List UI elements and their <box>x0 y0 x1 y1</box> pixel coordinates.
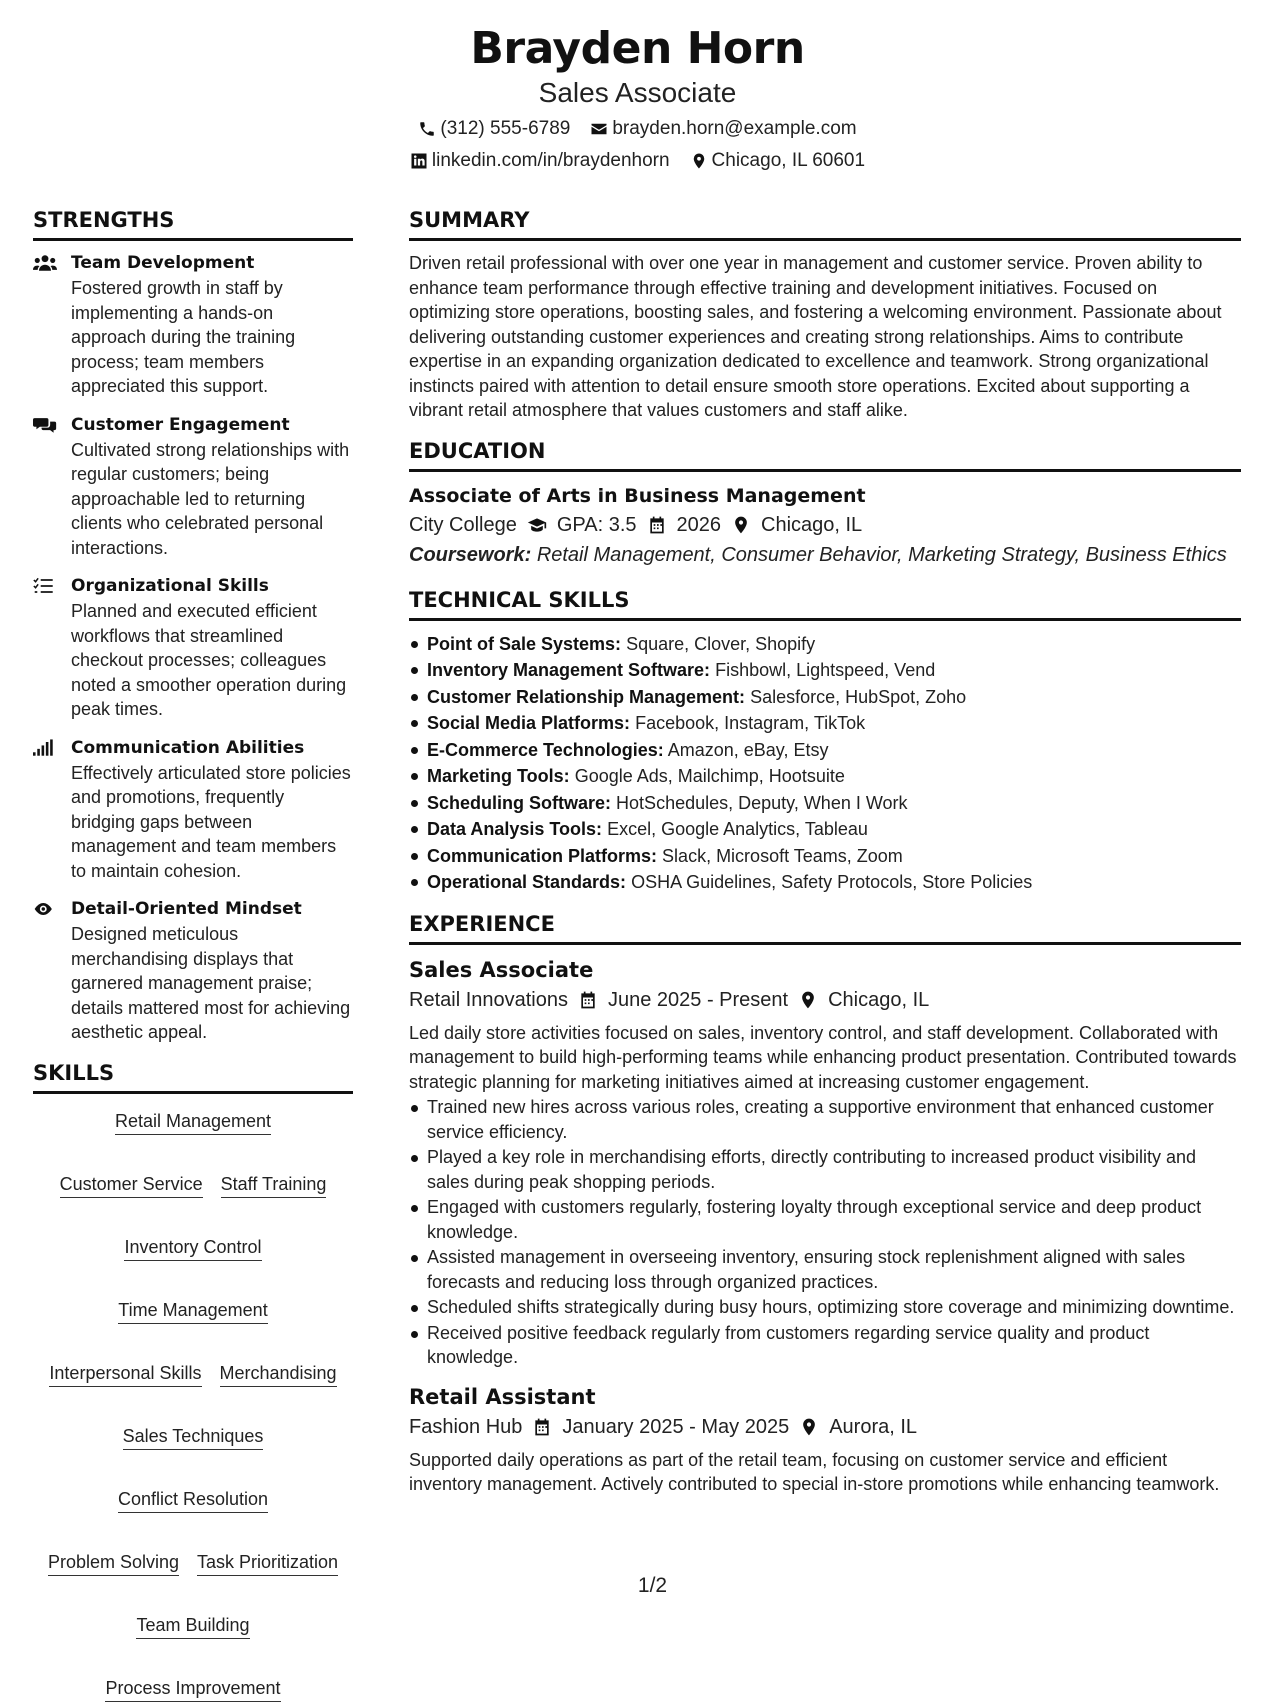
phone-icon <box>418 120 436 138</box>
education-meta <box>409 510 1241 540</box>
list-item: Scheduled shifts strategically during busy hours, optimizing store coverage and minimizing downtime. <box>409 1295 1241 1320</box>
skill-tag: Retail Management <box>115 1110 271 1135</box>
location-contact <box>690 149 866 173</box>
degree-title: Associate of Arts in Business Management <box>409 484 866 507</box>
skill-values: Slack, Microsoft Teams, Zoom <box>662 845 903 866</box>
map-pin-icon <box>731 515 751 535</box>
skill-values: Fishbowl, Lightspeed, Vend <box>715 660 936 680</box>
candidate-name: Brayden Horn <box>470 23 805 74</box>
contact-row-2 <box>0 149 1275 173</box>
resume-header <box>0 22 1275 173</box>
job-dates: January 2025 - May 2025 <box>562 1415 790 1438</box>
skills-heading: SKILLS <box>33 1059 353 1094</box>
skill-values: Amazon, eBay, Etsy <box>667 739 829 760</box>
list-item: Played a key role in merchandising efforts, directly contributing to increased product visibility and sales during peak shopping periods. <box>409 1145 1241 1194</box>
strength-item <box>33 251 353 399</box>
list-item <box>409 737 1241 764</box>
coursework-text: Retail Management, Consumer Behavior, Marketing Strategy, Business Ethics <box>536 543 1227 566</box>
company-name: Fashion Hub <box>409 1415 523 1438</box>
skill-category: Data Analysis Tools: <box>427 819 603 839</box>
skill-category: Operational Standards: <box>427 872 627 892</box>
strength-desc: Effectively articulated store policies and promotions, frequently bridging gaps between management and team members to maintain cohesion. <box>71 762 351 881</box>
job-description: Supported daily operations as part of the retail team, focusing on customer service and efficient inventory management. Actively contributed to special in-store promotions while enhancing teamwork. <box>409 1449 1220 1494</box>
skills-list <box>33 1104 353 1702</box>
skill-tag: Conflict Resolution <box>118 1488 268 1513</box>
strength-item <box>33 574 353 722</box>
comments-icon <box>33 415 57 435</box>
strength-title: Communication Abilities <box>71 737 305 758</box>
list-item <box>409 763 1241 790</box>
graduation-cap-icon <box>527 515 547 535</box>
strength-desc: Fostered growth in staff by implementing a hands-on approach during the training process; team members appreciated this support. <box>71 278 296 396</box>
skill-tag: Staff Training <box>221 1173 327 1198</box>
job-bullets <box>409 1095 1241 1370</box>
list-item <box>409 657 1241 684</box>
skill-category: Scheduling Software: <box>427 792 612 813</box>
skill-tag: Process Improvement <box>105 1677 280 1702</box>
experience-heading: EXPERIENCE <box>409 910 1241 945</box>
list-item <box>409 790 1241 817</box>
graduation-year: 2026 <box>676 513 721 536</box>
users-icon <box>33 253 57 273</box>
calendar-icon <box>647 515 667 535</box>
skill-category: Social Media Platforms: <box>427 713 631 733</box>
company-name: Retail Innovations <box>409 988 568 1011</box>
skill-tag: Time Management <box>118 1299 267 1324</box>
page-number <box>0 1574 1275 1598</box>
eye-icon <box>33 899 57 919</box>
skill-category: Communication Platforms: <box>427 845 658 866</box>
strength-item <box>33 413 353 561</box>
skill-tag: Interpersonal Skills <box>49 1362 201 1387</box>
list-item <box>409 843 1241 870</box>
page-number-text: 1/2 <box>637 1574 668 1597</box>
calendar-icon <box>578 990 598 1010</box>
right-column <box>409 206 1241 1497</box>
job-description: Led daily store activities focused on sales, inventory control, and staff development. Collaborated with management to build high-performing teams while enhancing product presentation. Contributed towards strategic planning for marketing initiatives aimed at increasing customer engagement. <box>409 1022 1237 1092</box>
calendar-icon <box>532 1417 552 1437</box>
strength-title: Team Development <box>71 253 255 273</box>
job-entry <box>409 955 1241 1370</box>
skill-tag: Team Building <box>136 1614 249 1639</box>
list-item <box>409 710 1241 737</box>
list-item: Assisted management in overseeing inventory, ensuring stock replenishment aligned with sales forecasts and reducing loss through organized practices. <box>409 1245 1241 1294</box>
skill-category: E-Commerce Technologies: <box>427 739 664 760</box>
candidate-title: Sales Associate <box>538 77 737 108</box>
list-check-icon <box>33 576 57 596</box>
education-location: Chicago, IL <box>761 513 863 536</box>
skill-values: Square, Clover, Shopify <box>626 633 816 654</box>
strength-item <box>33 736 353 884</box>
skill-tag: Inventory Control <box>124 1236 261 1261</box>
job-title: Sales Associate <box>409 957 594 982</box>
list-item <box>409 869 1241 896</box>
job-meta <box>409 985 1241 1015</box>
skill-category: Inventory Management Software: <box>427 660 711 680</box>
strength-desc: Designed meticulous merchandising displays that garnered management praise; details mattered most for achieving aesthetic appeal. <box>71 924 351 1042</box>
skill-values: Google Ads, Mailchimp, Hootsuite <box>574 766 845 786</box>
contact-row-1 <box>0 117 1275 141</box>
skill-category: Marketing Tools: <box>427 766 570 786</box>
job-meta <box>409 1412 1241 1442</box>
job-title: Retail Assistant <box>409 1384 596 1409</box>
strength-desc: Cultivated strong relationships with regular customers; being approachable led to returning clients who celebrated personal interactions. <box>71 439 350 558</box>
list-item <box>409 631 1241 658</box>
technical-skills-heading: TECHNICAL SKILLS <box>409 586 1241 621</box>
linkedin-text[interactable]: linkedin.com/in/braydenhorn <box>431 150 670 171</box>
strength-title: Detail-Oriented Mindset <box>71 899 302 919</box>
email-text[interactable]: brayden.horn@example.com <box>612 118 857 139</box>
map-pin-icon <box>798 990 818 1010</box>
coursework <box>409 540 1241 570</box>
email-contact[interactable] <box>590 117 856 141</box>
strength-title: Organizational Skills <box>71 576 269 596</box>
skill-values: Facebook, Instagram, TikTok <box>635 713 866 733</box>
list-item <box>409 816 1241 843</box>
gpa-text: GPA: 3.5 <box>556 513 637 536</box>
skill-values: OSHA Guidelines, Safety Protocols, Store Policies <box>631 872 1033 892</box>
strength-desc: Planned and executed efficient workflows that streamlined checkout processes; colleagues noted a smoother operation during peak times. <box>71 601 347 719</box>
skill-tag: Merchandising <box>220 1362 337 1387</box>
phone-contact <box>418 117 570 141</box>
linkedin-contact[interactable] <box>410 149 670 173</box>
job-dates: June 2025 - Present <box>607 988 789 1011</box>
map-pin-icon <box>799 1417 819 1437</box>
list-item: Received positive feedback regularly from customers regarding service quality and product knowledge. <box>409 1321 1241 1370</box>
skill-tag: Sales Techniques <box>123 1425 264 1450</box>
skill-tag: Customer Service <box>60 1173 203 1198</box>
education-heading: EDUCATION <box>409 437 1241 472</box>
job-location: Chicago, IL <box>828 988 930 1011</box>
skill-values: HotSchedules, Deputy, When I Work <box>616 792 908 813</box>
summary-heading: SUMMARY <box>409 206 1241 241</box>
job-entry <box>409 1382 1241 1497</box>
job-location: Aurora, IL <box>829 1415 918 1438</box>
list-item: Trained new hires across various roles, creating a supportive environment that enhanced customer service efficiency. <box>409 1095 1241 1144</box>
skill-tag: Task Prioritization <box>197 1551 338 1576</box>
strength-item <box>33 897 353 1045</box>
list-item: Engaged with customers regularly, fostering loyalty through exceptional service and deep product knowledge. <box>409 1195 1241 1244</box>
skill-values: Excel, Google Analytics, Tableau <box>607 819 868 839</box>
school-name: City College <box>409 513 517 536</box>
skill-values: Salesforce, HubSpot, Zoho <box>750 686 967 707</box>
strengths-heading: STRENGTHS <box>33 206 353 241</box>
envelope-icon <box>590 120 608 138</box>
technical-skills-list <box>409 631 1241 896</box>
strength-title: Customer Engagement <box>71 414 290 435</box>
skill-category: Customer Relationship Management: <box>427 686 746 707</box>
left-column <box>33 206 353 1702</box>
coursework-label: Coursework: <box>409 543 532 566</box>
map-pin-icon <box>690 152 708 170</box>
list-item <box>409 684 1241 711</box>
phone-text: (312) 555-6789 <box>440 118 571 139</box>
skill-category: Point of Sale Systems: <box>427 633 622 654</box>
linkedin-icon <box>410 152 428 170</box>
skill-tag: Problem Solving <box>48 1551 179 1576</box>
location-text: Chicago, IL 60601 <box>711 150 866 171</box>
summary-text: Driven retail professional with over one year in management and customer service. Proven ability to enhance team performance through effective training and development initiatives. Focused on optimizing store operations, boosting sales, and fostering a welcoming environment. Passionate about delivering outstanding customer experiences and creating strong relationships. Aims to contribute expertise in an expanding organization dedicated to excellence and teamwork. Strong organizational instincts paired with attention to detail ensure smooth store operations. Excited about supporting a vibrant retail atmosphere that values customers and staff alike. <box>409 253 1222 420</box>
signal-icon <box>33 738 57 758</box>
